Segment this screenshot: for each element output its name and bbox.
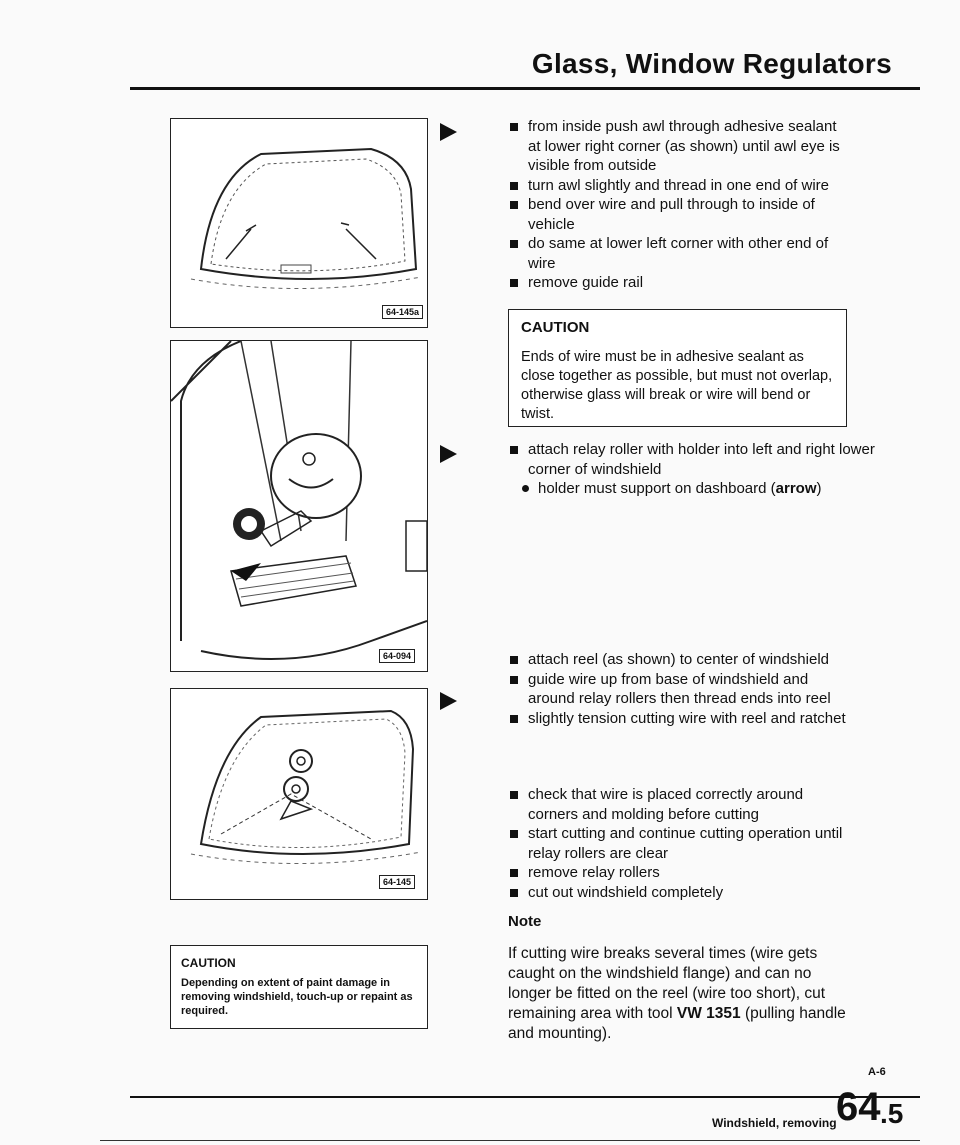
figure-3-label: 64-145 [379,875,415,889]
pointer-arrow-icon [440,123,457,141]
steps-list-4 [508,785,853,902]
list-item: slightly tension cutting wire with reel and ratchet [508,709,853,729]
pointer-arrow-icon [440,692,457,710]
caution-paint-title: CAUTION [181,956,236,970]
note-text [508,944,853,1044]
caution-wire-text: Ends of wire must be in adhesive sealant as close together as possible, but must not overlap, otherwise glass will break or wire will bend or twist. [521,349,833,422]
caution-wire-title: CAUTION [521,319,590,336]
list-item: guide wire up from base of windshield and around relay rollers then thread ends into reel [508,670,853,709]
list-item: start cutting and continue cutting operation until relay rollers are clear [508,824,853,863]
figure-reel-windshield [170,688,428,900]
figure-windshield-awl [170,118,428,328]
relay-roller-illustration [171,341,427,671]
steps-list-3 [508,650,853,728]
footer-page-sub: .5 [880,1098,904,1129]
sub-item-emphasis: arrow [775,480,817,497]
figure-relay-roller [170,340,428,672]
caution-box-wire [508,309,847,427]
caution-paint-text: Depending on extent of paint damage in removing windshield, touch-up or repaint as required. [181,977,413,1017]
steps-list-1 [508,117,853,293]
footer-section-label: Windshield, removing [712,1116,837,1130]
list-item: cut out windshield completely [508,883,853,903]
list-item: do same at lower left corner with other end of wire [508,234,853,273]
page-title: Glass, Window Regulators [531,48,892,79]
list-item: bend over wire and pull through to inside of vehicle [508,195,853,234]
sub-item-text: holder must support on dashboard ( [538,480,776,497]
reel-windshield-illustration [171,689,427,899]
header-rule [130,87,920,90]
footer-page-number: 64 [836,1085,881,1129]
footer-bottom-rule [100,1140,920,1141]
list-item: check that wire is placed correctly around corners and molding before cutting [508,785,853,824]
list-item: attach relay roller with holder into left and right lower corner of windshield [508,440,878,479]
note-tool-name: VW 1351 [676,1005,741,1022]
list-item: from inside push awl through adhesive sealant at lower right corner (as shown) until awl eye is visible from outside [508,117,853,176]
page-code: A-6 [868,1066,886,1078]
footer-rule [130,1096,920,1098]
sub-item-suffix: ) [816,480,822,497]
note-text-start: If cutting wire breaks several times (wire gets caught on the windshield flange) and can no longer be fitted on the reel (wire too short), cut remaining area with tool [508,945,826,1022]
figure-2-label: 64-094 [379,649,415,663]
list-item: remove relay rollers [508,863,853,883]
sub-list-item [508,479,878,499]
list-item: remove guide rail [508,273,853,293]
caution-box-paint [170,945,428,1029]
note-title: Note [508,913,542,930]
list-item: attach reel (as shown) to center of windshield [508,650,853,670]
figure-1-label: 64-145a [382,305,423,319]
steps-list-2 [508,440,878,499]
note-text-end: (pulling handle and mounting). [508,1005,846,1042]
pointer-arrow-icon [440,445,457,463]
windshield-awl-illustration [171,119,427,327]
list-item: turn awl slightly and thread in one end of wire [508,176,853,196]
